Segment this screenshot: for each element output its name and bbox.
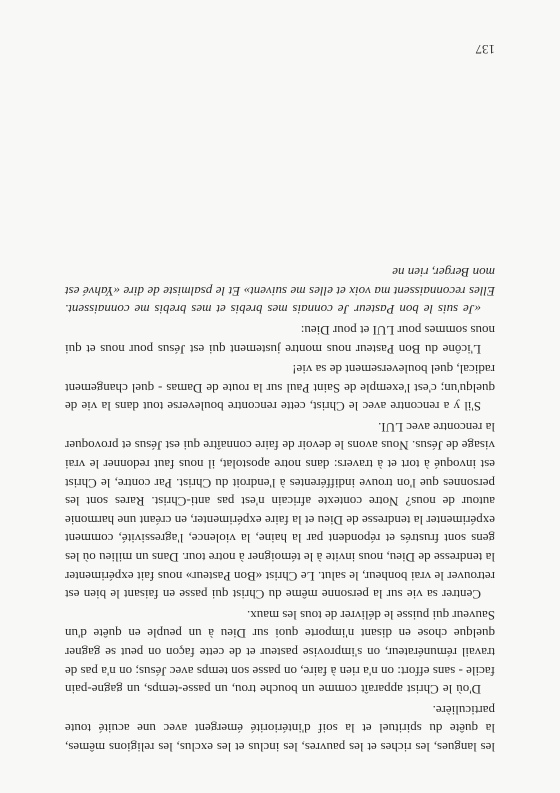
paragraph-6-quote: «Je suis le bon Pasteur Je connais mes brebis et mes brebis me connaissent. Elles reconnaissent ma voix et elles me suivent» Et le psalmiste de dire «Yahvé est mon Berger, rien ne — [65, 265, 495, 318]
paragraph-3: Centrer sa vie sur la personne même du Christ qui passe en faisant le bien est retrouver le vrai bonheur, le salut. Le Christ «Bon Pasteur» nous fait expérimenter la tendresse de Dieu, nous invite à le témoigner à notre tour. Dans un milieu où les gens sont frustrés et répondent par la haine, la violence, l'agressivité, comment expérimenter la tendresse de Dieu et la faire expérimenter, en créant une harmonie autour de nous? Notre contexte africain n'est pas anti-Christ. Rares sont les personnes que l'on trouve indifférentes à l'endroit du Christ. Par contre, le Christ est invoqué à tort et à travers: dans notre apostolat, il nous faut redonner le vrai visage de Jésus. Nous avons le devoir de faire connaître qui est Jésus et provoquer la rencontre avec LUI. — [65, 419, 495, 603]
paragraph-2: D'où le Christ apparaît comme un bouche trou, un passe-temps, un gagne-pain facile - sans effort: on n'a rien à faire, on passe son temps avec Jésus; on n'a pas de travail rémunérateur, on s'improvise pasteur et de cette façon on peut se gagner quelque chose en disant n'importe quoi sur Dieu à un peuple en quête d'un Sauveur qui puisse le délivrer de tous les maux. — [65, 607, 495, 698]
paragraph-5: L'icône du Bon Pasteur nous montre justement qui est Jésus pour nous et qui nous sommes pour LUI et pour Dieu: — [65, 322, 495, 357]
page-number: 137 — [475, 42, 495, 57]
body-text — [65, 263, 495, 756]
paragraph-4: S'il y a rencontre avec le Christ, cette rencontre bouleverse tout dans la vie de quelqu'un; c'est l'exemple de Saint Paul sur la route de Damas - quel changement radical, quel bouleversement de sa vie! — [65, 362, 495, 415]
paragraph-1: les langues, les riches et les pauvres, les inclus et les exclus, les religions mêmes, la quête du spirituel et la soif d'intériorité émergent avec une acuité toute particulière. — [65, 702, 495, 755]
